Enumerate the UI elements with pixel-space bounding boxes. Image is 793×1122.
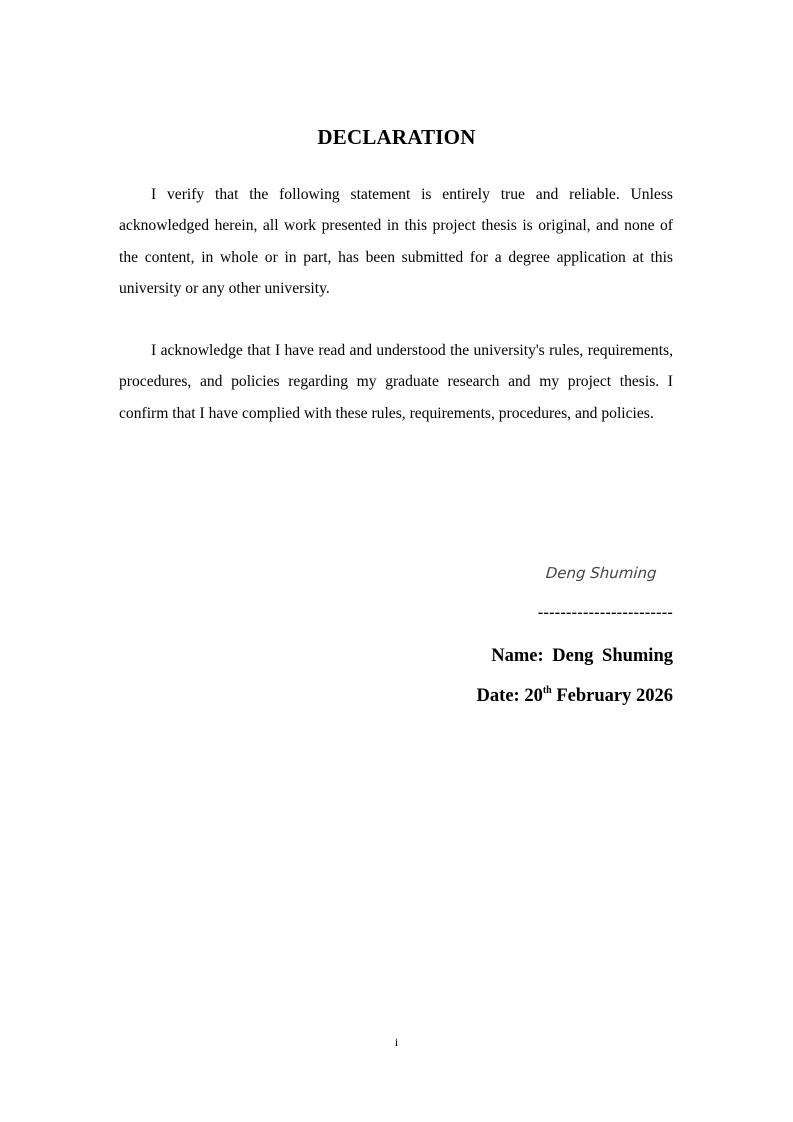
declaration-paragraph-originality: I verify that the following statement is entirely true and reliable. Unless acknowledged herein, all work presented in this project thesis is original, and none of the content, in whole or in part, has been submitted for a degree application at this university or any other university. <box>119 186 673 297</box>
declaration-paragraph-compliance: I acknowledge that I have read and understood the university's rules, requirements, procedures, and policies regarding my graduate research and my project thesis. I confirm that I have complied with these rules, requirements, procedures, and policies. <box>119 342 673 422</box>
page-title: DECLARATION <box>317 125 476 149</box>
signatory-name <box>491 646 673 667</box>
signature-icon <box>545 556 665 590</box>
name-value: Deng Shuming <box>552 646 673 666</box>
date-rest: February 2026 <box>556 686 673 706</box>
signature-date <box>477 686 673 707</box>
handwritten-signature <box>545 556 665 590</box>
signature-line: ------------------------ <box>537 604 673 621</box>
date-suffix: th <box>542 685 552 696</box>
svg-text:Deng Shuming: Deng Shuming <box>545 564 658 582</box>
name-label: Name: <box>491 646 544 666</box>
page-number: i <box>394 1035 399 1049</box>
date-day: 20 <box>524 686 543 706</box>
date-label: Date: <box>476 686 520 706</box>
